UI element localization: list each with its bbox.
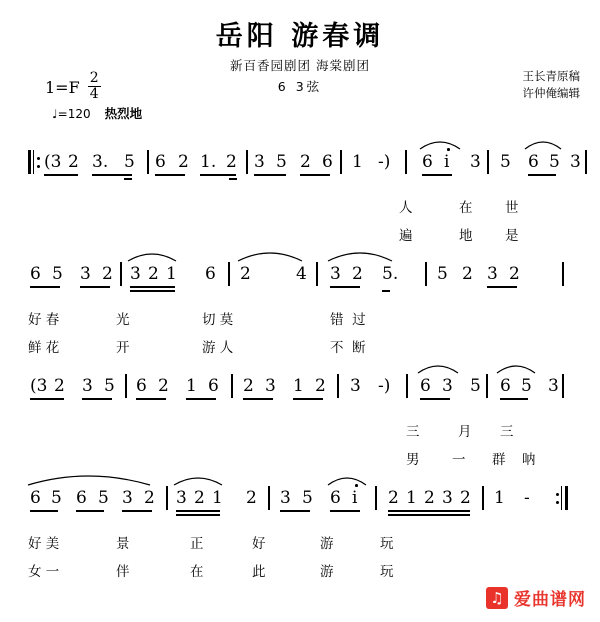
slur bbox=[418, 137, 462, 151]
slur bbox=[172, 473, 224, 487]
note: 2 bbox=[226, 152, 237, 172]
lyric-syllable: 地 bbox=[459, 228, 473, 244]
note: 6 bbox=[208, 376, 219, 396]
barline bbox=[375, 486, 377, 510]
note: 6 bbox=[422, 152, 433, 172]
time-signature-numerator: 2 bbox=[89, 70, 99, 86]
slur bbox=[236, 249, 304, 263]
credit-line-1: 王长青原稿 bbox=[522, 69, 580, 83]
note: 2 bbox=[240, 264, 251, 284]
staff-system-2 bbox=[0, 262, 600, 362]
lyric-syllable: 游 bbox=[320, 564, 334, 580]
note-row-4 bbox=[0, 486, 600, 520]
tempo-value: ♩=120 bbox=[52, 107, 91, 121]
note: 6 bbox=[30, 264, 41, 284]
lyric-syllable: 游 bbox=[320, 536, 334, 552]
page-title: 岳阳 游春调 bbox=[215, 21, 385, 52]
note: 5 bbox=[104, 376, 115, 396]
note: 6 bbox=[205, 264, 216, 284]
note: -) bbox=[378, 152, 391, 172]
lyric-syllable: 景 bbox=[116, 536, 130, 552]
note: 1. bbox=[200, 152, 217, 172]
note: 2 bbox=[300, 152, 311, 172]
note: 3 bbox=[80, 264, 91, 284]
lyric-syllable: 玩 bbox=[380, 536, 394, 552]
note: 2 bbox=[462, 264, 473, 284]
note: (3 bbox=[44, 152, 62, 172]
troupe-credit: 新百香园剧团 海棠剧团 bbox=[230, 58, 370, 73]
note: 2 bbox=[246, 488, 257, 508]
note: 3. bbox=[92, 152, 109, 172]
key-label: 1=F bbox=[45, 77, 80, 97]
watermark-label: 爱曲谱网 bbox=[514, 590, 586, 610]
note: 6 bbox=[136, 376, 147, 396]
note: 5 bbox=[437, 264, 448, 284]
barline bbox=[125, 374, 127, 398]
note: 2 bbox=[148, 264, 159, 284]
lyric-syllable: 女 一 bbox=[28, 564, 60, 580]
note: 5 bbox=[98, 488, 109, 508]
barline bbox=[482, 486, 484, 510]
barline bbox=[268, 486, 270, 510]
lyric-syllable: 在 bbox=[459, 200, 473, 216]
note: 5 bbox=[124, 152, 135, 172]
note: 2 bbox=[194, 488, 205, 508]
slur bbox=[326, 473, 368, 487]
barline bbox=[316, 262, 318, 286]
tempo-marking bbox=[52, 104, 142, 122]
slur bbox=[126, 249, 178, 263]
barline bbox=[486, 374, 488, 398]
lyric-syllable: 切 莫 bbox=[202, 312, 234, 328]
lyric-syllable: 是 bbox=[505, 228, 519, 244]
note: 2 bbox=[388, 488, 399, 508]
slur bbox=[523, 137, 563, 151]
note-row-1 bbox=[0, 150, 600, 184]
barline bbox=[562, 262, 564, 286]
note: 3 bbox=[82, 376, 93, 396]
note: 1 bbox=[212, 488, 223, 508]
barline bbox=[406, 374, 408, 398]
lyric-syllable: 群 bbox=[492, 452, 506, 468]
note: 3 bbox=[570, 152, 581, 172]
lyric-syllable: 鲜 花 bbox=[28, 340, 60, 356]
barline bbox=[147, 150, 149, 174]
expression-marking: 热烈地 bbox=[104, 106, 143, 121]
note: 1 bbox=[186, 376, 197, 396]
note: i bbox=[444, 152, 450, 172]
note: 6 bbox=[76, 488, 87, 508]
note: 5 bbox=[51, 488, 62, 508]
music-note-icon: ♫ bbox=[486, 587, 508, 609]
note: 6 bbox=[500, 376, 511, 396]
note-row-3 bbox=[0, 374, 600, 408]
note: 5 bbox=[549, 152, 560, 172]
note: 1 bbox=[166, 264, 177, 284]
slur bbox=[416, 361, 460, 375]
note: 3 bbox=[122, 488, 133, 508]
barline bbox=[166, 486, 168, 510]
note: 2 bbox=[460, 488, 471, 508]
lyric-syllable: 光 bbox=[116, 312, 130, 328]
barline bbox=[487, 150, 489, 174]
note: 2 bbox=[424, 488, 435, 508]
staff-system-1 bbox=[0, 150, 600, 250]
lyric-syllable: 男 bbox=[406, 452, 420, 468]
note: 3 bbox=[350, 376, 361, 396]
note: 1 bbox=[494, 488, 505, 508]
credit-line-2: 许仲俺编辑 bbox=[522, 86, 580, 100]
barline bbox=[231, 374, 233, 398]
note: 5. bbox=[382, 264, 399, 284]
note: 6 bbox=[528, 152, 539, 172]
note: 2 bbox=[158, 376, 169, 396]
staff-system-4 bbox=[0, 486, 600, 586]
slur bbox=[326, 249, 394, 263]
lyric-syllable: 玩 bbox=[380, 564, 394, 580]
note: 6 bbox=[322, 152, 333, 172]
note: 3 bbox=[280, 488, 291, 508]
note: 2 bbox=[509, 264, 520, 284]
note: i bbox=[352, 488, 358, 508]
barline bbox=[425, 262, 427, 286]
key-signature bbox=[45, 72, 101, 102]
barline bbox=[562, 374, 564, 398]
note: 3 bbox=[254, 152, 265, 172]
lyric-syllable: 错 过 bbox=[330, 312, 366, 328]
note: 2 bbox=[315, 376, 326, 396]
note: 5 bbox=[276, 152, 287, 172]
barline bbox=[120, 262, 122, 286]
note: 2 bbox=[102, 264, 113, 284]
barline bbox=[340, 150, 342, 174]
lyric-syllable: 开 bbox=[116, 340, 130, 356]
site-watermark[interactable] bbox=[486, 585, 586, 610]
lyric-syllable: 一 bbox=[452, 452, 466, 468]
note: -) bbox=[378, 376, 391, 396]
note: 2 bbox=[54, 376, 65, 396]
lyric-syllable: 世 bbox=[505, 200, 519, 216]
note-row-2 bbox=[0, 262, 600, 296]
slur bbox=[495, 361, 537, 375]
note: 2 bbox=[68, 152, 79, 172]
note: 3 bbox=[265, 376, 276, 396]
note: 1 bbox=[406, 488, 417, 508]
note: 6 bbox=[155, 152, 166, 172]
lyric-syllable: 三 bbox=[500, 424, 514, 440]
note: - bbox=[524, 488, 530, 508]
note: 3 bbox=[470, 152, 481, 172]
time-signature bbox=[88, 71, 101, 101]
lyric-syllable: 好 bbox=[252, 536, 266, 552]
note: 6 bbox=[330, 488, 341, 508]
note: 6 bbox=[420, 376, 431, 396]
note: 3 bbox=[130, 264, 141, 284]
time-signature-denominator: 4 bbox=[89, 85, 99, 102]
lyric-syllable: 人 bbox=[399, 200, 413, 216]
barline bbox=[246, 150, 248, 174]
note: (3 bbox=[30, 376, 48, 396]
note: 3 bbox=[548, 376, 559, 396]
lyric-syllable: 正 bbox=[190, 536, 204, 552]
barline bbox=[228, 262, 230, 286]
lyric-syllable: 此 bbox=[252, 564, 266, 580]
lyric-syllable: 在 bbox=[190, 564, 204, 580]
note: 5 bbox=[521, 376, 532, 396]
note: 6 bbox=[30, 488, 41, 508]
lyric-syllable: 不 断 bbox=[330, 340, 366, 356]
string-tuning: 6 3弦 bbox=[277, 79, 323, 94]
staff-system-3 bbox=[0, 374, 600, 474]
lyric-syllable: 遍 bbox=[399, 228, 413, 244]
note: 3 bbox=[442, 488, 453, 508]
note: 3 bbox=[330, 264, 341, 284]
note: 5 bbox=[500, 152, 511, 172]
note: 2 bbox=[243, 376, 254, 396]
note: 5 bbox=[470, 376, 481, 396]
lyric-syllable: 好 美 bbox=[28, 536, 60, 552]
note: 3 bbox=[442, 376, 453, 396]
note: 5 bbox=[302, 488, 313, 508]
lyric-syllable: 游 人 bbox=[202, 340, 234, 356]
lyric-syllable: 好 春 bbox=[28, 312, 60, 328]
lyric-syllable: 月 bbox=[458, 424, 472, 440]
barline bbox=[337, 374, 339, 398]
slur bbox=[26, 473, 152, 487]
note: 3 bbox=[487, 264, 498, 284]
lyric-syllable: 三 bbox=[406, 424, 420, 440]
barline bbox=[585, 150, 587, 174]
barline bbox=[405, 150, 407, 174]
note: 2 bbox=[144, 488, 155, 508]
lyric-syllable: 伴 bbox=[116, 564, 130, 580]
lyric-syllable: 呐 bbox=[522, 452, 536, 468]
note: 5 bbox=[52, 264, 63, 284]
note: 2 bbox=[178, 152, 189, 172]
note: 3 bbox=[176, 488, 187, 508]
note: 1 bbox=[293, 376, 304, 396]
note: 4 bbox=[296, 264, 307, 284]
note: 2 bbox=[352, 264, 363, 284]
author-credits bbox=[523, 68, 581, 102]
note: 1 bbox=[352, 152, 363, 172]
